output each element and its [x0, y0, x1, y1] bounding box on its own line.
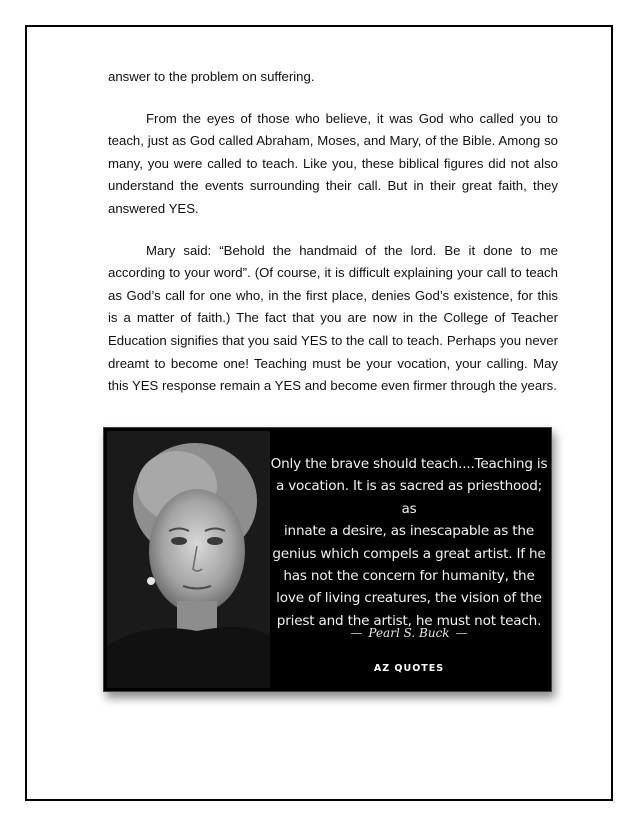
dash-left: — — [350, 626, 363, 640]
quote-image — [103, 427, 552, 692]
brand-logo: AZ QUOTES — [373, 663, 445, 674]
paragraph-3: Mary said: “Behold the handmaid of the lord. Be it done to me according to your word”. (Of course, it is difficult explaining your call to teach as God’s call for one who, in the first place, denies God’s existence, for this is a matter of faith.) The fact that you are now in the College of Teacher Education signifies that you said YES to the call to teach. Perhaps you never dreamt to become one! Teaching must be your vocation, your calling. May this YES response remain a YES and become even firmer through the years. — [108, 242, 558, 394]
dash-right: — — [455, 626, 468, 640]
quote-author — [270, 626, 548, 640]
body-text — [108, 66, 558, 398]
paragraph-2: From the eyes of those who believe, it was God who called you to teach, just as God called Abraham, Moses, and Mary, of the Bible. Among so many, you were called to teach. Like you, these biblical figures did not also understand the events surrounding their call. But in their great faith, they answered YES. — [108, 110, 558, 216]
paragraph-1: answer to the problem on suffering. — [108, 69, 315, 84]
quote-panel — [270, 431, 548, 688]
portrait-illustration — [107, 431, 270, 688]
author-name: Pearl S. Buck — [368, 626, 450, 640]
author-portrait — [107, 431, 270, 688]
quote-text: Only the brave should teach....Teaching is a vocation. It is as sacred as priesthood; as innate a desire, as inescapable as the genius which compels a great artist. If he has not the concern for humanity, the love of living creatures, the vision of the priest and the artist, he must not teach. — [270, 456, 548, 629]
